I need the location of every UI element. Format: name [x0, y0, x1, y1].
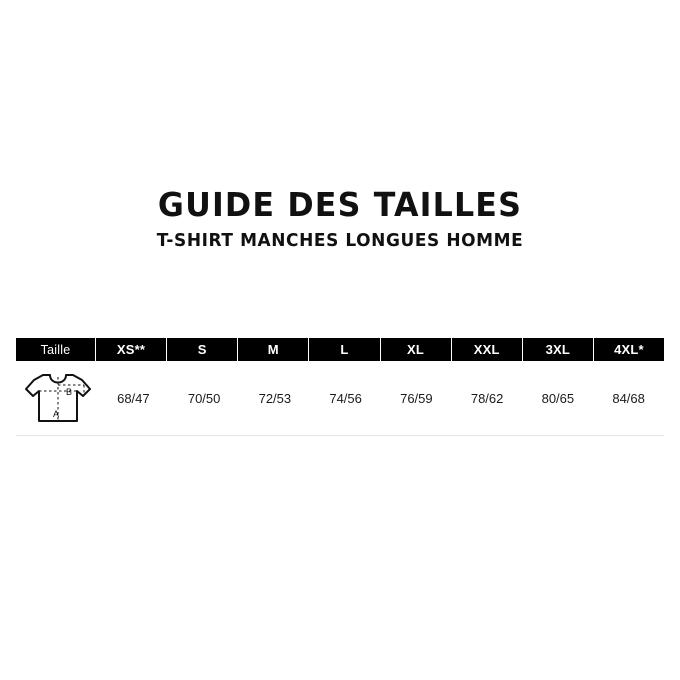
table-row [16, 361, 664, 436]
diagram-label-b: B [66, 387, 73, 397]
cell-value-0: 68/47 [117, 390, 150, 406]
size-table [16, 338, 664, 436]
cell-value-3: 74/56 [329, 390, 362, 406]
cell-value-6: 80/65 [541, 390, 575, 406]
header-cell-size-0: XS** [96, 338, 167, 361]
cell-value-5: 78/62 [470, 390, 504, 406]
header-cell-size-3: L [309, 338, 380, 361]
title-block [0, 185, 680, 251]
cell-value-1: 70/50 [187, 390, 221, 406]
header-cell-size-2: M [238, 338, 309, 361]
page-subtitle: T-SHIRT MANCHES LONGUES HOMME [156, 230, 524, 251]
header-cell-size-7: 4XL* [614, 342, 644, 357]
page-title: GUIDE DES TAILLES [157, 185, 523, 224]
header-cell-size-4: XL [381, 338, 452, 361]
header-cell-taille: Taille [16, 338, 96, 361]
header-cell-size-1: S [167, 338, 238, 361]
cell-value-2: 72/53 [258, 390, 292, 406]
tshirt-measurement-diagram-icon [16, 361, 98, 435]
table-bottom-divider [16, 435, 664, 436]
diagram-label-a: A [53, 409, 60, 419]
cell-value-4: 76/59 [400, 390, 433, 406]
table-header-row [16, 338, 664, 361]
header-cell-size-5: XXL [452, 338, 523, 361]
cell-value-7: 84/68 [612, 390, 645, 406]
header-cell-size-6: 3XL [523, 338, 594, 361]
